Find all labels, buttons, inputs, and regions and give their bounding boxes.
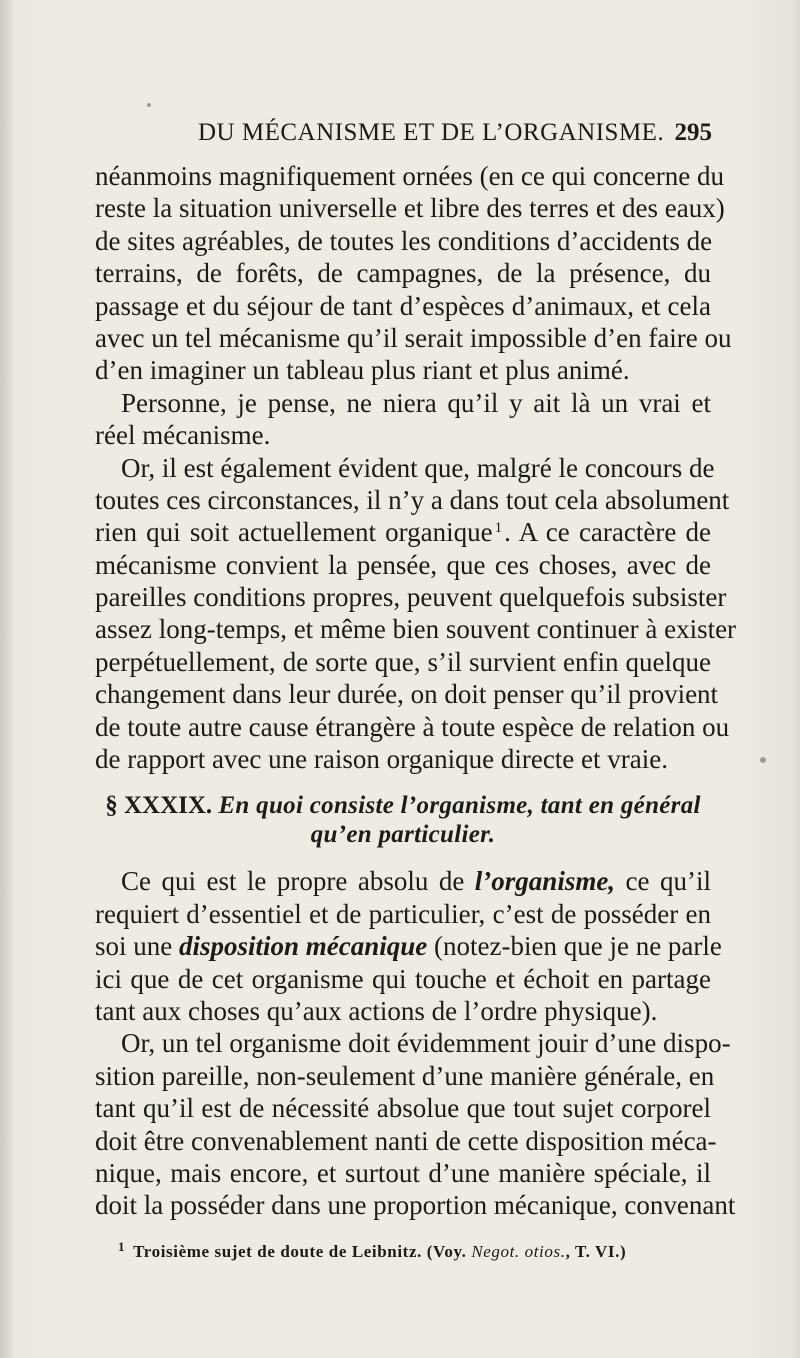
text-line: de sites agréables, de toutes les conditions d’accidents de [95, 225, 713, 256]
text-line: mécanisme convient la pensée, que ces choses, avec de [95, 549, 711, 580]
footnote-number: 1 [118, 1239, 126, 1254]
text-line: doit la posséder dans une proportion mécanique, convenant [95, 1190, 736, 1221]
page-gutter-shadow [0, 0, 14, 1358]
section-title-part-1: En quoi consiste l’organisme, tant en général [218, 792, 701, 820]
text-line: néanmoins magnifiquement ornées (en ce qui concerne du [95, 161, 725, 191]
text-line: réel mécanisme. [95, 420, 271, 451]
text-segment: soi une [95, 931, 179, 962]
paragraph-2 [95, 387, 711, 452]
text-line-with-emphasis [95, 865, 711, 897]
text-line: changement dans leur durée, on doit penser qu’il provient [95, 679, 719, 710]
footnote-text-end: , T. VI.) [565, 1242, 627, 1261]
text-line: terrains, de forêts, de campagnes, de la présence, du [95, 258, 711, 289]
text-line: Or, un tel organisme doit évidemment jouir d’une dispo- [121, 1028, 731, 1059]
section-heading-line-1 [95, 791, 711, 820]
text-line: de rapport avec une raison organique directe et vraie. [95, 744, 668, 775]
text-line: tant qu’il est de nécessité absolue que tout sujet corporel [95, 1093, 711, 1124]
text-line: d’en imaginer un tableau plus riant et plus animé. [95, 355, 630, 386]
text-segment: ce qu’il [615, 866, 711, 897]
text-line: doit être convenablement nanti de cette disposition méca- [95, 1125, 717, 1156]
text-segment: . A ce caractère de [504, 517, 711, 548]
emphasized-term: l’organisme, [474, 866, 616, 897]
text-line: avec un tel mécanisme qu’il serait impossible d’en faire ou [95, 322, 732, 353]
section-spacer [95, 849, 711, 865]
paragraph-1 [95, 160, 732, 387]
text-line: reste la situation universelle et libre des terres et des eaux) [95, 193, 725, 224]
body-text [95, 160, 737, 1222]
text-line: de toute autre cause étrangère à toute espèce de relation ou [95, 711, 730, 742]
text-segment: rien qui soit actuellement organique [95, 517, 493, 548]
section-spacer [95, 775, 711, 791]
section-number: § XXXIX. [105, 792, 213, 820]
text-segment: Ce qui est le propre absolu de [121, 866, 475, 897]
running-header [90, 119, 712, 153]
section-heading [95, 791, 711, 849]
footnote-text: Troisième sujet de doute de Leibnitz. (Voy. [133, 1242, 472, 1261]
text-line: sition pareille, non-seulement d’une manière générale, en [95, 1060, 715, 1091]
footnote [118, 1239, 626, 1262]
ink-speck [760, 757, 766, 763]
text-line-with-footnote-ref [95, 516, 711, 548]
section-title-part-2: qu’en particulier. [310, 821, 496, 849]
footnote-citation: Negot. otios. [471, 1242, 566, 1261]
paragraph-5 [95, 1027, 736, 1221]
text-line: requiert d’essentiel et de particulier, c’est de posséder en [95, 898, 711, 929]
text-line: assez long-temps, et même bien souvent continuer à exister [95, 614, 737, 645]
text-line: Personne, je pense, ne niera qu’il y ait là un vrai et [121, 387, 711, 418]
text-line: toutes ces circonstances, il n’y a dans tout cela absolument [95, 484, 730, 515]
running-title: DU MÉCANISME ET DE L’ORGANISME. [198, 119, 665, 146]
text-line: tant aux choses qu’aux actions de l’ordre physique). [95, 995, 658, 1026]
text-line: nique, mais encore, et surtout d’une manière spéciale, il [95, 1157, 711, 1188]
text-line-with-emphasis [95, 930, 722, 962]
ink-speck [147, 103, 151, 107]
text-line: ici que de cet organisme qui touche et échoit en partage [95, 963, 711, 994]
text-segment: (notez-bien que je ne parle [427, 931, 722, 962]
footnote-reference-mark: 1 [494, 520, 503, 537]
paragraph-4 [95, 865, 722, 1027]
text-line: Or, il est également évident que, malgré le concours de [121, 452, 715, 483]
paragraph-3 [95, 452, 737, 776]
emphasized-term: disposition mécanique [179, 931, 428, 962]
text-line: pareilles conditions propres, peuvent quelquefois subsister [95, 582, 727, 613]
page-number: 295 [674, 119, 712, 146]
text-line: perpétuellement, de sorte que, s’il survient enfin quelque [95, 646, 711, 677]
text-line: passage et du séjour de tant d’espèces d’animaux, et cela [95, 290, 711, 321]
